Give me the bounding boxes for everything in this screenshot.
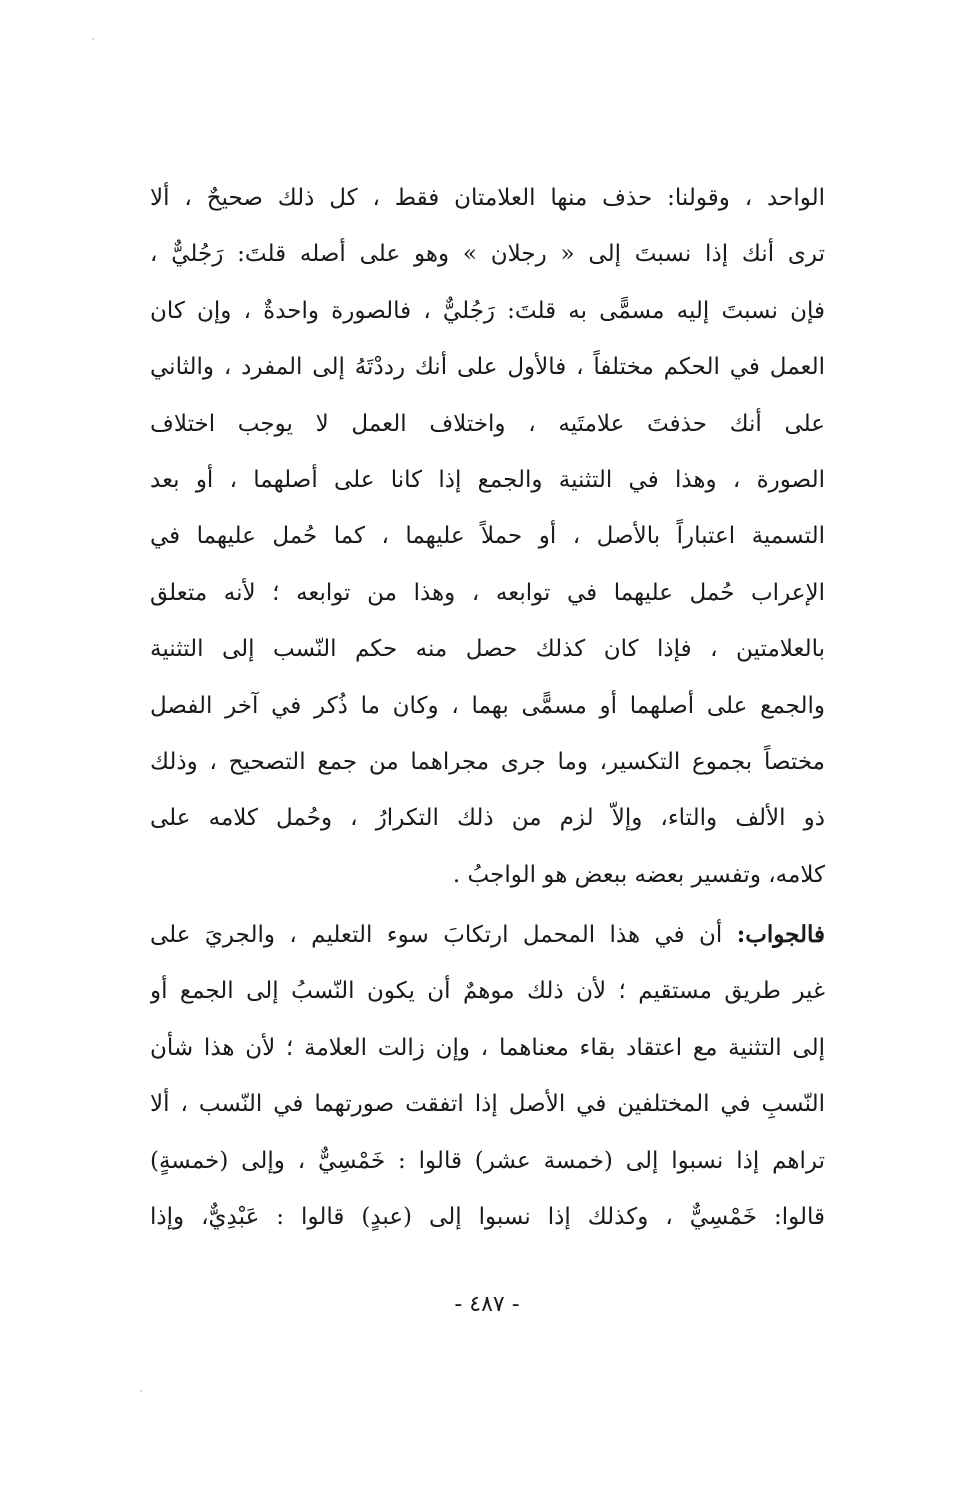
text-line: والجمع على أصلهما أو مسمًّى بهما ، وكان ما ذُكر في آخر الفصل xyxy=(150,692,825,719)
text-line: الواحد ، وقولنا: حذف منها العلامتان فقط ، كل ذلك صحيحٌ ، ألا xyxy=(150,185,825,211)
scan-speck xyxy=(92,38,94,40)
text-line: على أنك حذفتَ علامتَيه ، واختلاف العمل لا يوجب اختلاف xyxy=(150,410,825,437)
text-line: قالوا: خَمْسِيٌّ ، وكذلك إذا نسبوا إلى (عبدٍ) قالوا : عَبْدِيٌّ، وإذا xyxy=(150,1204,825,1231)
text-line: التسمية اعتباراً بالأصل ، أو حملاً عليهما ، كما حُمل عليهما في xyxy=(150,523,825,550)
text-line: غير طريق مستقيم ؛ لأن ذلك موهمٌ أن يكون النّسبُ إلى الجمع أو xyxy=(150,978,825,1005)
text-line: ترى أنك إذا نسبتَ إلى « رجلان » وهو على أصله قلتَ: رَجُليٌّ ، xyxy=(150,241,825,268)
text-line: الإعراب حُمل عليهما في توابعه ، وهذا من توابعه ؛ لأنه متعلق xyxy=(150,579,825,606)
answer-lead-word: فالجواب: xyxy=(736,921,825,949)
text-line: إلى التثنية مع اعتقاد بقاء معناهما ، وإن زالت العلامة ؛ لأن هذا شأن xyxy=(150,1034,825,1061)
text-line-rest: أن في هذا المحمل ارتكابَ سوء التعليم ، والجريَ على xyxy=(150,922,737,949)
text-line: بالعلامتين ، فإذا كان كذلك حصل منه حكم النّسب إلى التثنية xyxy=(150,636,825,663)
text-line: النّسبِ في المختلفين في الأصل إذا اتفقت صورتهما في النّسب ، ألا xyxy=(150,1091,825,1118)
scan-speck xyxy=(140,1390,142,1392)
body-text xyxy=(150,170,825,1245)
text-line: فإن نسبتَ إليه مسمًّى به قلتَ: رَجُليٌّ ، فالصورة واحدةٌ ، وإن كان xyxy=(150,297,825,324)
text-line: تراهم إذا نسبوا إلى (خمسة عشر) قالوا : خَمْسِيٌّ ، وإلى (خمسةٍ) xyxy=(150,1147,825,1174)
text-line: ذو الألف والتاء، وإلاّ لزم من ذلك التكرارُ ، وحُمل كلامه على xyxy=(150,805,825,832)
page-number: - ٤٨٧ - xyxy=(454,1292,520,1317)
paragraph-2 xyxy=(150,907,825,1245)
text-line: العمل في الحكم مختلفاً ، فالأول على أنك رددْتَهُ إلى المفرد ، والثاني xyxy=(150,354,825,381)
text-line: كلامه، وتفسير بعضه ببعض هو الواجبُ . xyxy=(452,861,825,888)
text-line xyxy=(150,907,825,963)
text-line: مختصاً بجموع التكسير، وما جرى مجراهما من جمع التصحيح ، وذلك xyxy=(150,748,825,775)
text-line: الصورة ، وهذا في التثنية والجمع إذا كانا على أصلهما ، أو بعد xyxy=(150,466,825,493)
paragraph-1 xyxy=(150,170,825,903)
